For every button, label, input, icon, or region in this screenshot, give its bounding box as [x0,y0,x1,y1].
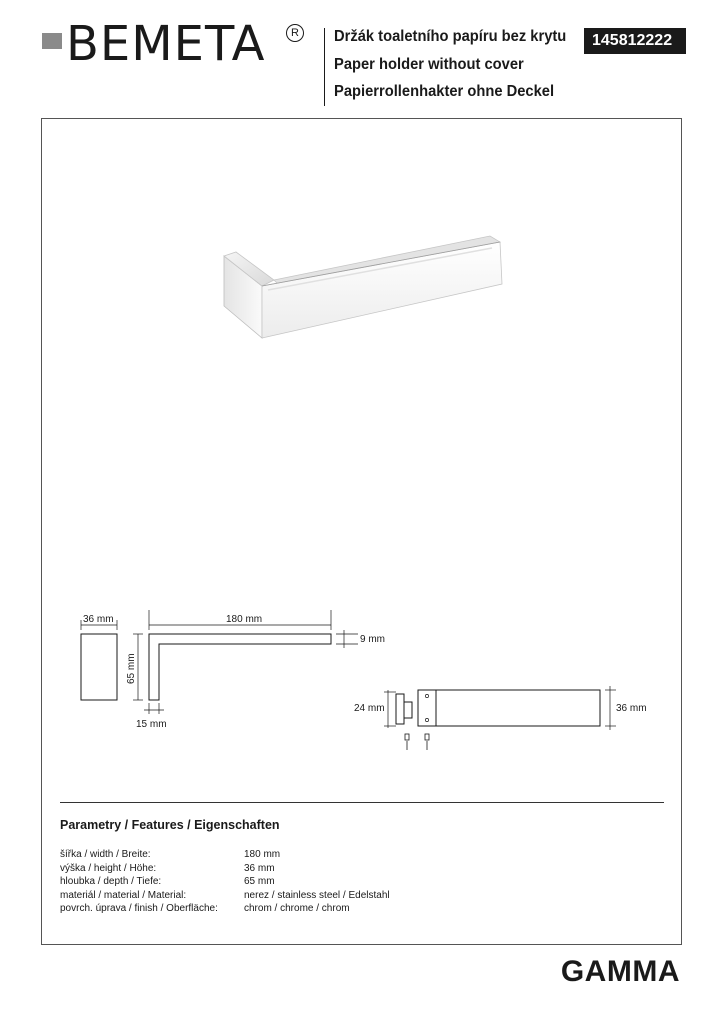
table-row [60,903,390,917]
param-value: 180 mm [244,849,281,860]
section-divider [60,802,664,803]
params-table [60,849,390,917]
param-value: 36 mm [244,862,275,874]
table-row [60,849,390,863]
side-view-block [81,634,117,700]
header-divider [324,28,325,106]
param-value: 65 mm [244,876,275,887]
dim-mount-label: 24 mm [354,703,385,714]
dim-depth-label: 36 mm [83,614,114,625]
table-row [60,863,390,877]
top-view-bar [418,690,600,726]
dim-width-label: 180 mm [226,614,263,625]
mounting-screws [405,734,429,750]
logo-square-mark [42,33,62,49]
table-row [60,876,390,890]
param-label: materiál / material / Material: [60,889,187,901]
dim-base-label: 15 mm [136,719,167,730]
param-label: výška / height / Höhe: [60,862,157,874]
params-heading: Parametry / Features / Eigenschaften [60,818,280,832]
title-english: Paper holder without cover [334,56,524,73]
dim-thickness-label: 9 mm [360,634,385,645]
series-name: GAMMA [560,955,680,988]
product-code-badge: 145812222 [584,28,686,54]
product-photo [220,226,510,346]
technical-drawing [60,600,670,770]
param-value: chrom / chrome / chrom [244,903,350,914]
dim-height-side-label: 65 mm [126,653,137,684]
screw-hole [425,718,428,721]
param-label: hloubka / depth / Tiefe: [60,876,162,887]
screw-hole [425,694,428,697]
title-czech: Držák toaletního papíru bez krytu [334,28,567,45]
param-value: nerez / stainless steel / Edelstahl [244,889,390,901]
front-view-profile [149,634,331,700]
title-german: Papierrollenhakter ohne Deckel [334,83,555,100]
dim-height-top-label: 36 mm [616,703,647,714]
registered-mark: R [286,24,304,42]
brand-logo: BEMETA [66,16,266,72]
param-label: šířka / width / Breite: [60,849,151,860]
table-row [60,890,390,904]
param-label: povrch. úprava / finish / Oberfläche: [60,903,218,914]
